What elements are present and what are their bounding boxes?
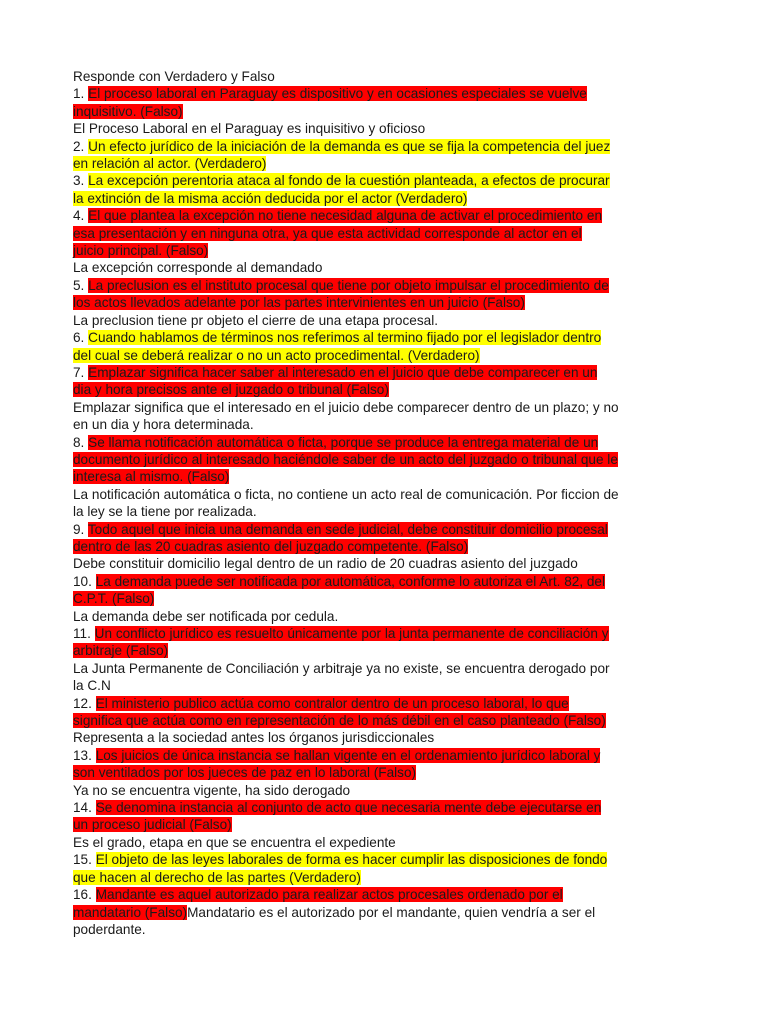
- highlight-false: un proceso judicial (Falso): [73, 817, 232, 833]
- highlight-true: Un efecto jurídico de la iniciación de la demanda es que se fija la competencia del juez: [88, 138, 611, 154]
- highlight-false: El ministerio publico actúa como contralor dentro de un proceso laboral, lo que: [95, 695, 569, 711]
- text-segment: Emplazar significa que el interesado en el juicio debe comparecer dentro de un plazo; y no: [73, 399, 619, 415]
- text-segment: 15.: [73, 852, 96, 868]
- text-line: [73, 172, 699, 189]
- text-segment: 7.: [73, 364, 89, 380]
- text-segment: Ya no se encuentra vigente, ha sido derogado: [73, 782, 351, 798]
- text-line: [73, 747, 699, 764]
- text-segment: 12.: [73, 695, 96, 711]
- text-segment: la ley se la tiene por realizada.: [73, 504, 257, 520]
- text-segment: La preclusion tiene pr objeto el cierre de una etapa procesal.: [73, 312, 439, 328]
- text-line: [73, 555, 699, 572]
- text-line: [73, 416, 699, 433]
- highlight-false: La demanda puede ser notificada por automática, conforme lo autoriza el Art. 82, del: [95, 573, 606, 589]
- text-line: [73, 399, 699, 416]
- text-line: [73, 434, 699, 451]
- highlight-false: Se denomina instancia al conjunto de acto que necesaria mente debe ejecutarse en: [95, 800, 602, 816]
- text-line: [73, 242, 699, 259]
- text-segment: Mandatario es el autorizado por el mandante, quien vendría a ser el: [187, 904, 596, 920]
- text-segment: 13.: [73, 747, 96, 763]
- highlight-true: Cuando hablamos de términos nos referimos al termino fijado por el legislador dentro: [88, 330, 602, 346]
- highlight-false: juicio principal. (Falso): [73, 243, 209, 259]
- text-line: [73, 869, 699, 886]
- text-line: [73, 573, 699, 590]
- text-line: [73, 277, 699, 294]
- text-line: [73, 816, 699, 833]
- highlight-false: esa presentación y en ninguna otra, ya que esta actividad corresponde al actor en el: [73, 225, 582, 241]
- text-line: [73, 712, 699, 729]
- highlight-false: C.P.T. (Falso): [73, 591, 155, 607]
- text-line: [73, 259, 699, 276]
- text-line: [73, 207, 699, 224]
- highlight-false: los actos llevados adelante por las partes intervinientes en un juicio (Falso): [73, 295, 525, 311]
- text-segment: El Proceso Laboral en el Paraguay es inquisitivo y oficioso: [73, 121, 426, 137]
- text-line: [73, 468, 699, 485]
- text-line: [73, 381, 699, 398]
- text-segment: 11.: [73, 626, 95, 641]
- text-line: [73, 729, 699, 746]
- text-segment: 10.: [73, 573, 96, 589]
- text-segment: 4.: [73, 208, 89, 224]
- text-segment: La excepción corresponde al demandado: [73, 260, 323, 276]
- text-line: [73, 486, 699, 503]
- text-line: [73, 642, 699, 659]
- text-segment: 8.: [73, 434, 89, 450]
- text-line: [73, 904, 699, 921]
- text-line: [73, 799, 699, 816]
- text-line: [73, 503, 699, 520]
- text-line: [73, 625, 699, 642]
- highlight-false: significa que actúa como en representación de lo más débil en el caso planteado (Falso): [73, 713, 606, 729]
- highlight-true: del cual se deberá realizar o no un acto procedimental. (Verdadero): [73, 347, 480, 363]
- highlight-false: mandatario (Falso): [73, 904, 188, 920]
- highlight-false: dia y hora precisos ante el juzgado o tribunal (Falso): [73, 382, 389, 398]
- text-line: [73, 329, 699, 346]
- text-segment: 3.: [73, 173, 89, 189]
- text-segment: La notificación automática o ficta, no contiene un acto real de comunicación. Por ficcion de: [73, 486, 619, 502]
- text-segment: 6.: [73, 330, 89, 346]
- highlight-false: La preclusion es el instituto procesal que tiene por objeto impulsar el procedimiento de: [88, 277, 609, 293]
- text-line: [73, 155, 699, 172]
- text-line: [73, 695, 699, 712]
- highlight-true: en relación al actor. (Verdadero): [73, 156, 267, 172]
- text-segment: 2.: [73, 138, 89, 154]
- text-line: [73, 85, 699, 102]
- text-segment: poderdante.: [73, 921, 146, 937]
- text-line: [73, 851, 699, 868]
- text-line: [73, 294, 699, 311]
- highlight-false: Todo aquel que inicia una demanda en sede judicial, debe constituir domicilio procesal: [87, 521, 608, 537]
- text-line: [73, 660, 699, 677]
- text-line: [73, 677, 699, 694]
- text-line: [73, 921, 699, 938]
- text-line: [73, 782, 699, 799]
- highlight-false: Un conflicto jurídico es resuelto únicamente por la junta permanente de conciliación y: [94, 626, 609, 641]
- text-segment: 9.: [73, 521, 88, 537]
- text-line: [73, 138, 699, 155]
- highlight-false: El proceso laboral en Paraguay es dispositivo y en ocasiones especiales se vuelve: [88, 86, 587, 102]
- text-line: [73, 834, 699, 851]
- highlight-false: Se llama notificación automática o ficta, porque se produce la entrega material de un: [88, 434, 599, 450]
- text-line: [73, 120, 699, 137]
- document-body: [73, 68, 699, 938]
- text-segment: 5.: [73, 277, 89, 293]
- highlight-true: la extinción de la misma acción deducida por el actor (Verdadero): [73, 190, 468, 206]
- text-segment: la C.N: [73, 678, 111, 694]
- highlight-false: documento jurídico al interesado haciéndole saber de un acto del juzgado o tribunal que le: [73, 451, 618, 467]
- text-segment: 14.: [73, 800, 96, 816]
- text-segment: 16.: [73, 887, 96, 903]
- text-line: [73, 538, 699, 555]
- highlight-false: arbitraje (Falso): [73, 643, 169, 659]
- highlight-false: inquisitivo. (Falso): [73, 103, 183, 119]
- text-line: [73, 312, 699, 329]
- text-line: [73, 451, 699, 468]
- text-line: [73, 764, 699, 781]
- highlight-false: Los juicios de única instancia se hallan vigente en el ordenamiento jurídico laboral y: [95, 747, 601, 763]
- text-line: [73, 886, 699, 903]
- text-line: [73, 68, 699, 85]
- highlight-true: El objeto de las leyes laborales de forma es hacer cumplir las disposiciones de fondo: [95, 852, 608, 868]
- highlight-false: son ventilados por los jueces de paz en lo laboral (Falso): [73, 765, 417, 781]
- text-line: [73, 190, 699, 207]
- text-segment: Debe constituir domicilio legal dentro de un radio de 20 cuadras asiento del juzgado: [73, 556, 578, 572]
- highlight-true: La excepción perentoria ataca al fondo de la cuestión planteada, a efectos de procurar: [88, 173, 610, 189]
- text-line: [73, 225, 699, 242]
- highlight-false: Emplazar significa hacer saber al interesado en el juicio que debe comparecer en un: [88, 364, 598, 380]
- text-segment: Representa a la sociedad antes los órganos jurisdiccionales: [73, 730, 435, 746]
- text-line: [73, 608, 699, 625]
- text-segment: La Junta Permanente de Conciliación y arbitraje ya no existe, se encuentra derogado por: [73, 660, 610, 676]
- text-line: [73, 347, 699, 364]
- text-line: [73, 364, 699, 381]
- highlight-false: El que plantea la excepción no tiene necesidad alguna de activar el procedimiento en: [88, 208, 603, 224]
- text-line: [73, 590, 699, 607]
- text-segment: Responde con Verdadero y Falso: [73, 69, 275, 84]
- text-line: [73, 521, 699, 538]
- highlight-true: que hacen al derecho de las partes (Verdadero): [73, 869, 361, 885]
- text-segment: La demanda debe ser notificada por cedula.: [73, 608, 339, 624]
- text-segment: 1.: [73, 86, 89, 102]
- highlight-false: interesa al mismo. (Falso): [73, 469, 230, 485]
- highlight-false: dentro de las 20 cuadras asiento del juzgado competente. (Falso): [73, 538, 469, 554]
- text-line: [73, 103, 699, 120]
- highlight-false: Mandante es aquel autorizado para realizar actos procesales ordenado por el: [95, 887, 563, 903]
- text-segment: Es el grado, etapa en que se encuentra el expediente: [73, 834, 396, 850]
- text-segment: en un dia y hora determinada.: [73, 417, 254, 433]
